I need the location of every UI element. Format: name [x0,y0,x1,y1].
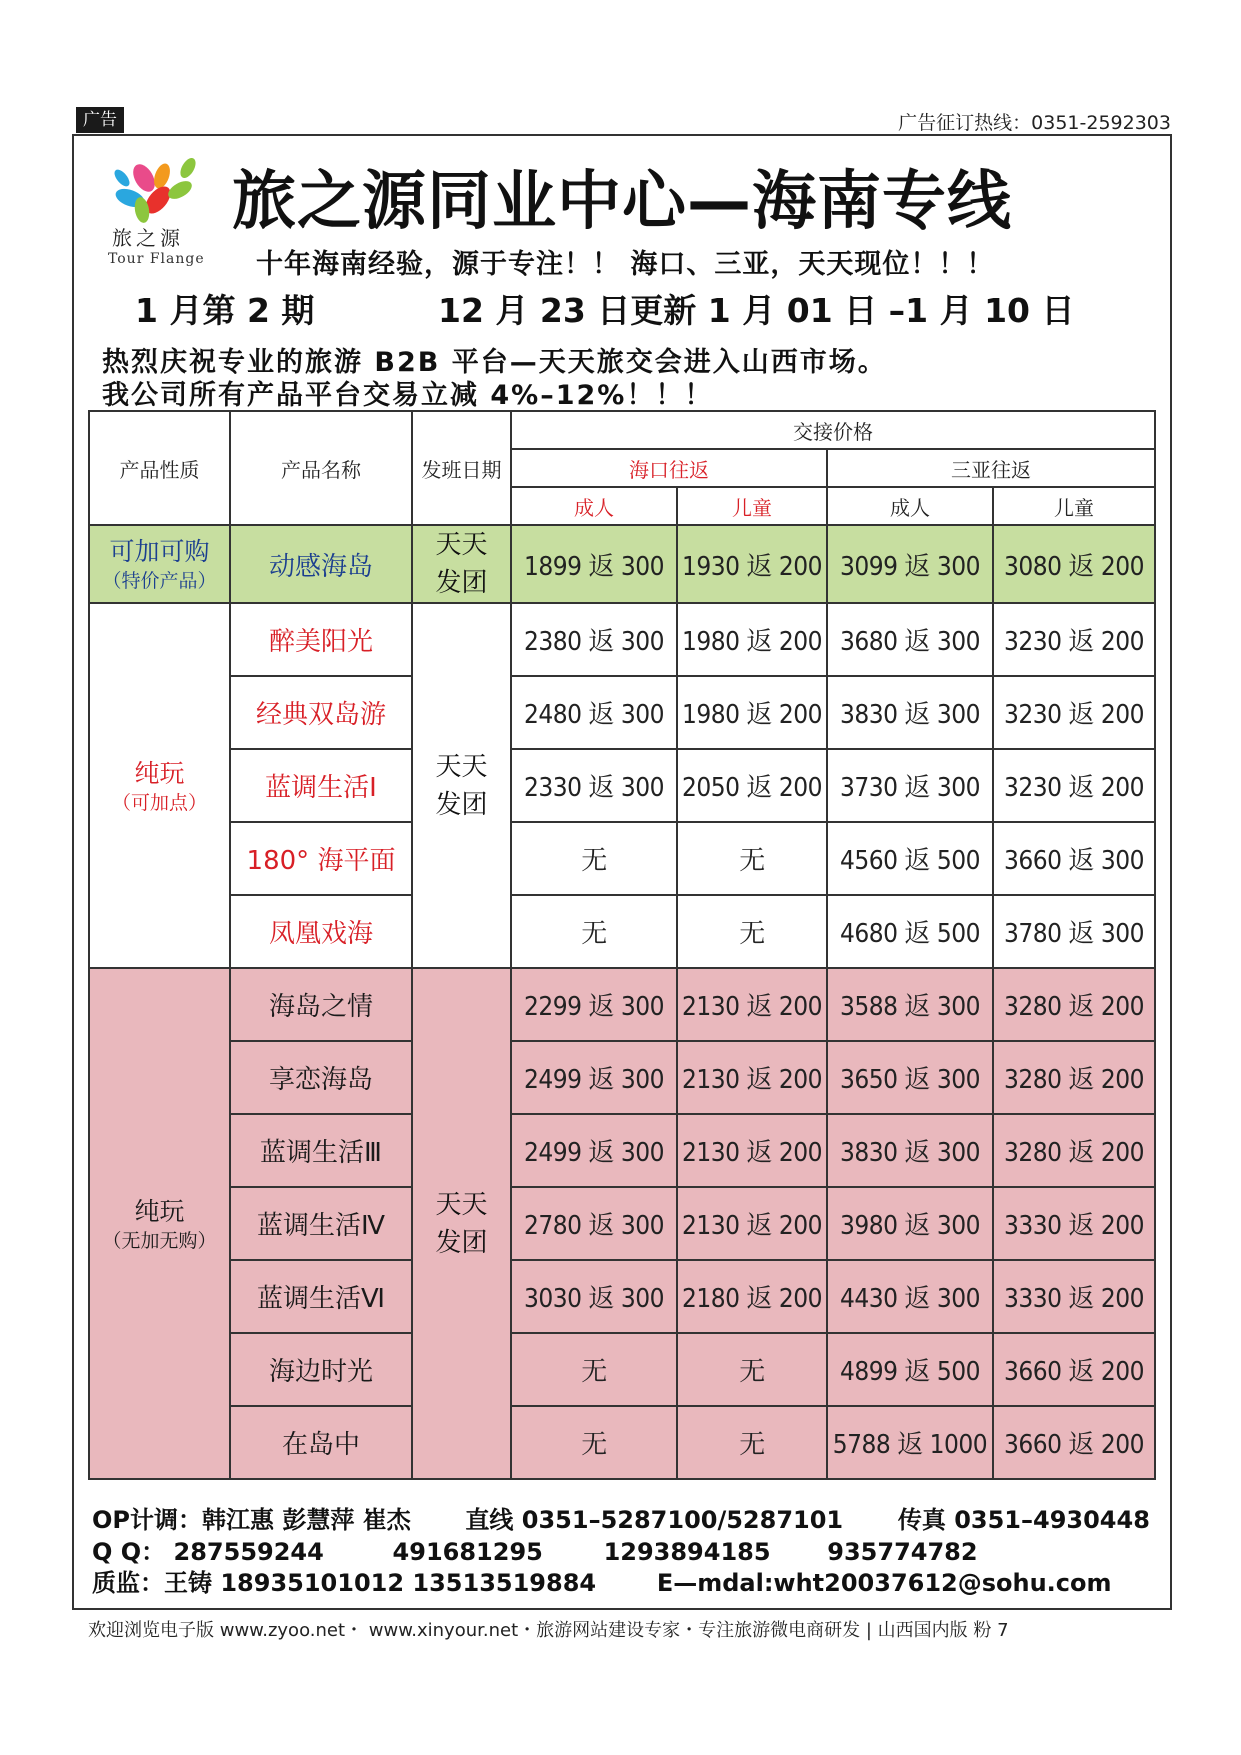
departure-date [412,525,511,603]
celebrate-line-1: 热烈庆祝专业的旅游 B2B 平台—天天旅交会进入山西市场。 [102,347,887,378]
price-sy-adult: 3830 返 300 [827,1114,993,1187]
product-name: 醉美阳光 [230,603,412,676]
product-name: 蓝调生活Ⅳ [230,1187,412,1260]
price-sy-child: 3780 返 300 [993,895,1155,968]
ad-hotline: 广告征订热线：0351-2592303 [898,112,1171,134]
qq-number: 935774782 [827,1538,978,1566]
price-hk-child: 2050 返 200 [677,749,827,822]
product-name: 蓝调生活Ⅵ [230,1260,412,1333]
price-sy-child: 3330 返 200 [993,1187,1155,1260]
departure-date [412,968,511,1479]
update-date: 12 月 23 日更新 1 月 01 日 –1 月 10 日 [438,291,1075,330]
date-line: 天天 [435,1189,488,1220]
header-sanya-adult: 成人 [827,487,993,525]
header-sanya-child: 儿童 [993,487,1155,525]
qq-number: 1293894185 [603,1538,771,1566]
price-sy-child: 3230 返 200 [993,603,1155,676]
product-name: 180° 海平面 [230,822,412,895]
price-sy-child: 3330 返 200 [993,1260,1155,1333]
logo-chinese-name: 旅之源 [112,226,184,250]
price-sy-child: 3080 返 200 [993,525,1155,603]
contact-line-3 [92,1563,1112,1598]
date-line: 发团 [435,1227,488,1258]
date-line: 天天 [435,751,488,782]
product-name: 海岛之情 [230,968,412,1041]
product-category [89,603,230,968]
category-label: 可加可购 [109,537,210,566]
price-sy-child: 3280 返 200 [993,968,1155,1041]
quality-supervisor: 质监：王铸 18935101012 13513519884 [92,1569,597,1597]
qq-number: 287559244 [173,1538,324,1566]
price-hk-child: 1980 返 200 [677,603,827,676]
table-row [89,1114,1155,1187]
product-name: 动感海岛 [230,525,412,603]
header-haikou-adult: 成人 [511,487,677,525]
logo-english-name: Tour Flange [108,251,205,267]
price-hk-adult: 无 [511,1406,677,1479]
issue-number: 1 月第 2 期 [135,291,315,330]
price-sy-child: 3660 返 200 [993,1333,1155,1406]
price-hk-child: 2180 返 200 [677,1260,827,1333]
table-row [89,1041,1155,1114]
celebrate-line-2: 我公司所有产品平台交易立减 4%–12%！！！ [102,380,714,411]
price-hk-adult: 2330 返 300 [511,749,677,822]
table-row [89,822,1155,895]
price-hk-adult: 2499 返 300 [511,1114,677,1187]
price-sy-adult: 3680 返 300 [827,603,993,676]
table-row [89,1333,1155,1406]
qq-number: 491681295 [392,1538,543,1566]
header-product-name: 产品名称 [230,411,412,525]
price-hk-child: 1930 返 200 [677,525,827,603]
product-name: 凤凰戏海 [230,895,412,968]
price-hk-child: 无 [677,822,827,895]
slogan: 十年海南经验，源于专注！！ 海口、三亚，天天现位！！！ [256,249,995,280]
price-hk-child: 2130 返 200 [677,968,827,1041]
table-row [89,749,1155,822]
product-name: 在岛中 [230,1406,412,1479]
table-row [89,1260,1155,1333]
price-hk-adult: 2299 返 300 [511,968,677,1041]
header-product-type: 产品性质 [89,411,230,525]
price-sy-adult: 4899 返 500 [827,1333,993,1406]
price-hk-adult: 3030 返 300 [511,1260,677,1333]
price-hk-child: 2130 返 200 [677,1114,827,1187]
table-row [89,676,1155,749]
price-hk-child: 1980 返 200 [677,676,827,749]
contact-line-1 [92,1500,1150,1535]
category-label: 纯玩 [134,1196,185,1226]
product-category [89,968,230,1479]
price-hk-adult: 无 [511,822,677,895]
price-sy-adult: 4680 返 500 [827,895,993,968]
qq-label: Q Q： [92,1538,166,1566]
header-price: 交接价格 [511,411,1155,449]
footer-line: 欢迎浏览电子版 www.zyoo.net・ www.xinyour.net・旅游网站建设专家・专注旅游微电商研发 | 山西国内版 粉 7 [88,1620,1009,1641]
price-hk-adult: 2480 返 300 [511,676,677,749]
price-sy-child: 3280 返 200 [993,1114,1155,1187]
price-sy-adult: 3980 返 300 [827,1187,993,1260]
header-haikou: 海口往返 [511,449,827,487]
price-hk-child: 无 [677,1333,827,1406]
ad-tag: 广告 [76,107,124,133]
category-sub: （特价产品） [102,570,217,592]
page-title: 旅之源同业中心—海南专线 [232,165,1012,239]
price-table [88,410,1156,1480]
price-hk-child: 无 [677,895,827,968]
date-line: 发团 [435,568,488,598]
email[interactable]: E—mdal:wht20037612@sohu.com [656,1569,1112,1597]
price-hk-child: 2130 返 200 [677,1041,827,1114]
price-hk-adult: 无 [511,895,677,968]
category-sub: （无加无购） [102,1229,217,1252]
table-row [89,1187,1155,1260]
table-row [89,603,1155,676]
date-line: 发团 [435,789,488,820]
product-name: 享恋海岛 [230,1041,412,1114]
header-departure-date: 发班日期 [412,411,511,525]
price-hk-adult: 1899 返 300 [511,525,677,603]
price-hk-adult: 2499 返 300 [511,1041,677,1114]
price-sy-adult: 4560 返 500 [827,822,993,895]
product-name: 蓝调生活Ⅰ [230,749,412,822]
price-sy-adult: 5788 返 1000 [827,1406,993,1479]
price-hk-child: 2130 返 200 [677,1187,827,1260]
price-hk-adult: 无 [511,1333,677,1406]
category-sub: （可加点） [111,791,207,814]
fax-number: 传真 0351–4930448 [897,1506,1150,1534]
price-sy-child: 3230 返 200 [993,749,1155,822]
header-haikou-child: 儿童 [677,487,827,525]
price-sy-adult: 3650 返 300 [827,1041,993,1114]
product-name: 经典双岛游 [230,676,412,749]
product-name: 蓝调生活Ⅲ [230,1114,412,1187]
price-sy-adult: 4430 返 300 [827,1260,993,1333]
price-sy-child: 3660 返 200 [993,1406,1155,1479]
table-row [89,525,1155,603]
table-row [89,895,1155,968]
date-line: 天天 [435,530,488,560]
price-sy-child: 3660 返 300 [993,822,1155,895]
direct-phone: 直线 0351–5287100/5287101 [465,1506,844,1534]
price-sy-adult: 3588 返 300 [827,968,993,1041]
price-hk-child: 无 [677,1406,827,1479]
product-category [89,525,230,603]
contact-line-2 [92,1532,978,1567]
price-sy-adult: 3830 返 300 [827,676,993,749]
table-row [89,1406,1155,1479]
table-row [89,968,1155,1041]
op-contacts: OP计调：韩江惠 彭慧萍 崔杰 [92,1506,411,1534]
price-sy-adult: 3730 返 300 [827,749,993,822]
price-sy-child: 3280 返 200 [993,1041,1155,1114]
price-hk-adult: 2380 返 300 [511,603,677,676]
category-label: 纯玩 [134,758,185,788]
price-sy-child: 3230 返 200 [993,676,1155,749]
departure-date [412,603,511,968]
product-name: 海边时光 [230,1333,412,1406]
price-sy-adult: 3099 返 300 [827,525,993,603]
price-hk-adult: 2780 返 300 [511,1187,677,1260]
header-sanya: 三亚往返 [827,449,1155,487]
